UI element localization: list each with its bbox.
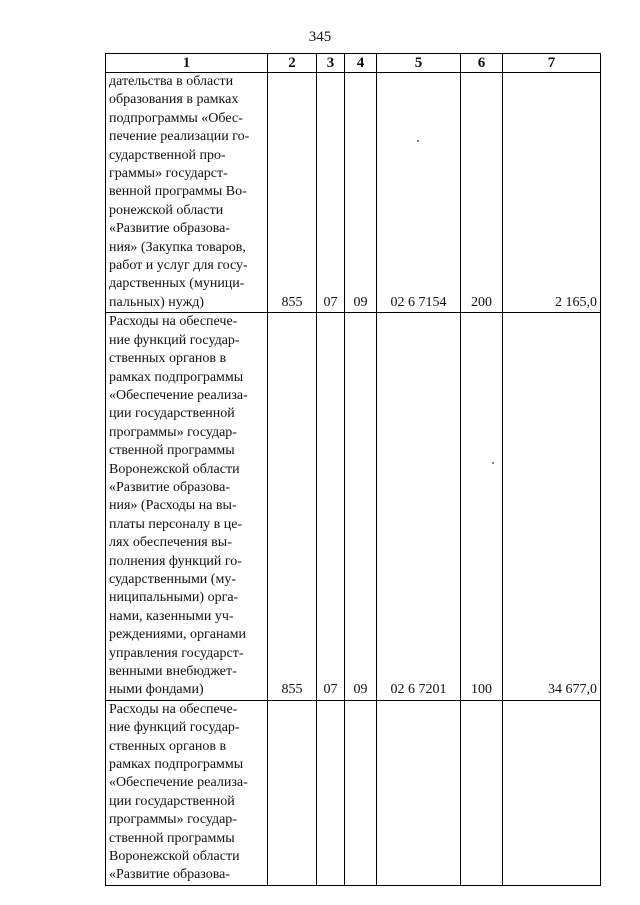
scan-speck — [492, 462, 494, 464]
ministry-code: 855 — [268, 313, 317, 701]
column-header: 4 — [345, 54, 377, 73]
amount-value: 2 165,0 — [503, 73, 601, 313]
budget-table — [105, 53, 601, 886]
expense-description: Расходы на обеспече- ние функций государ- ственных органов в рамках подпрограммы «Обеспечение реализа- ции государственной программы» государ- ственной программы Воронежской области «Развитие образова- — [106, 700, 268, 885]
column-header: 7 — [503, 54, 601, 73]
section-code: 07 — [317, 73, 345, 313]
subsection-code: 09 — [345, 313, 377, 701]
expense-description: дательства в области образования в рамках подпрограммы «Обес- печение реализации го- сударственной про- граммы» государст- венной программы Во- ронежской области «Развитие образова- ния» (Закупка товаров, работ и услуг для госу- дарственных (муници- пальных) нужд) — [106, 73, 268, 313]
page-number: 345 — [308, 29, 332, 45]
column-header: 3 — [317, 54, 345, 73]
amount-value: 34 677,0 — [503, 313, 601, 701]
column-header: 1 — [106, 54, 268, 73]
scan-speck — [417, 140, 419, 142]
subsection-code: 09 — [345, 73, 377, 313]
expense-type-code: 200 — [461, 73, 503, 313]
column-header: 2 — [268, 54, 317, 73]
target-article-code: 02 6 7154 — [377, 73, 461, 313]
target-article-code: 02 6 7201 — [377, 313, 461, 701]
target-article-code — [377, 700, 461, 885]
table-row — [106, 73, 601, 313]
subsection-code — [345, 700, 377, 885]
table-row — [106, 700, 601, 885]
ministry-code — [268, 700, 317, 885]
table-header-row — [106, 54, 601, 73]
ministry-code: 855 — [268, 73, 317, 313]
expense-type-code: 100 — [461, 313, 503, 701]
column-header: 5 — [377, 54, 461, 73]
section-code — [317, 700, 345, 885]
section-code: 07 — [317, 313, 345, 701]
table-row — [106, 313, 601, 701]
expense-type-code — [461, 700, 503, 885]
amount-value — [503, 700, 601, 885]
column-header: 6 — [461, 54, 503, 73]
expense-description: Расходы на обеспече- ние функций государ- ственных органов в рамках подпрограммы «Обеспечение реализа- ции государственной программы» государ- ственной программы Воронежской области «Развитие образова- ния» (Расходы на вы- платы персоналу в це- лях обеспечения вы- полнения функций го- сударственными (му- ниципальными) орга- нами, казенными уч- реждениями, органами управления государст- венными внебюджет- ными фондами) — [106, 313, 268, 701]
